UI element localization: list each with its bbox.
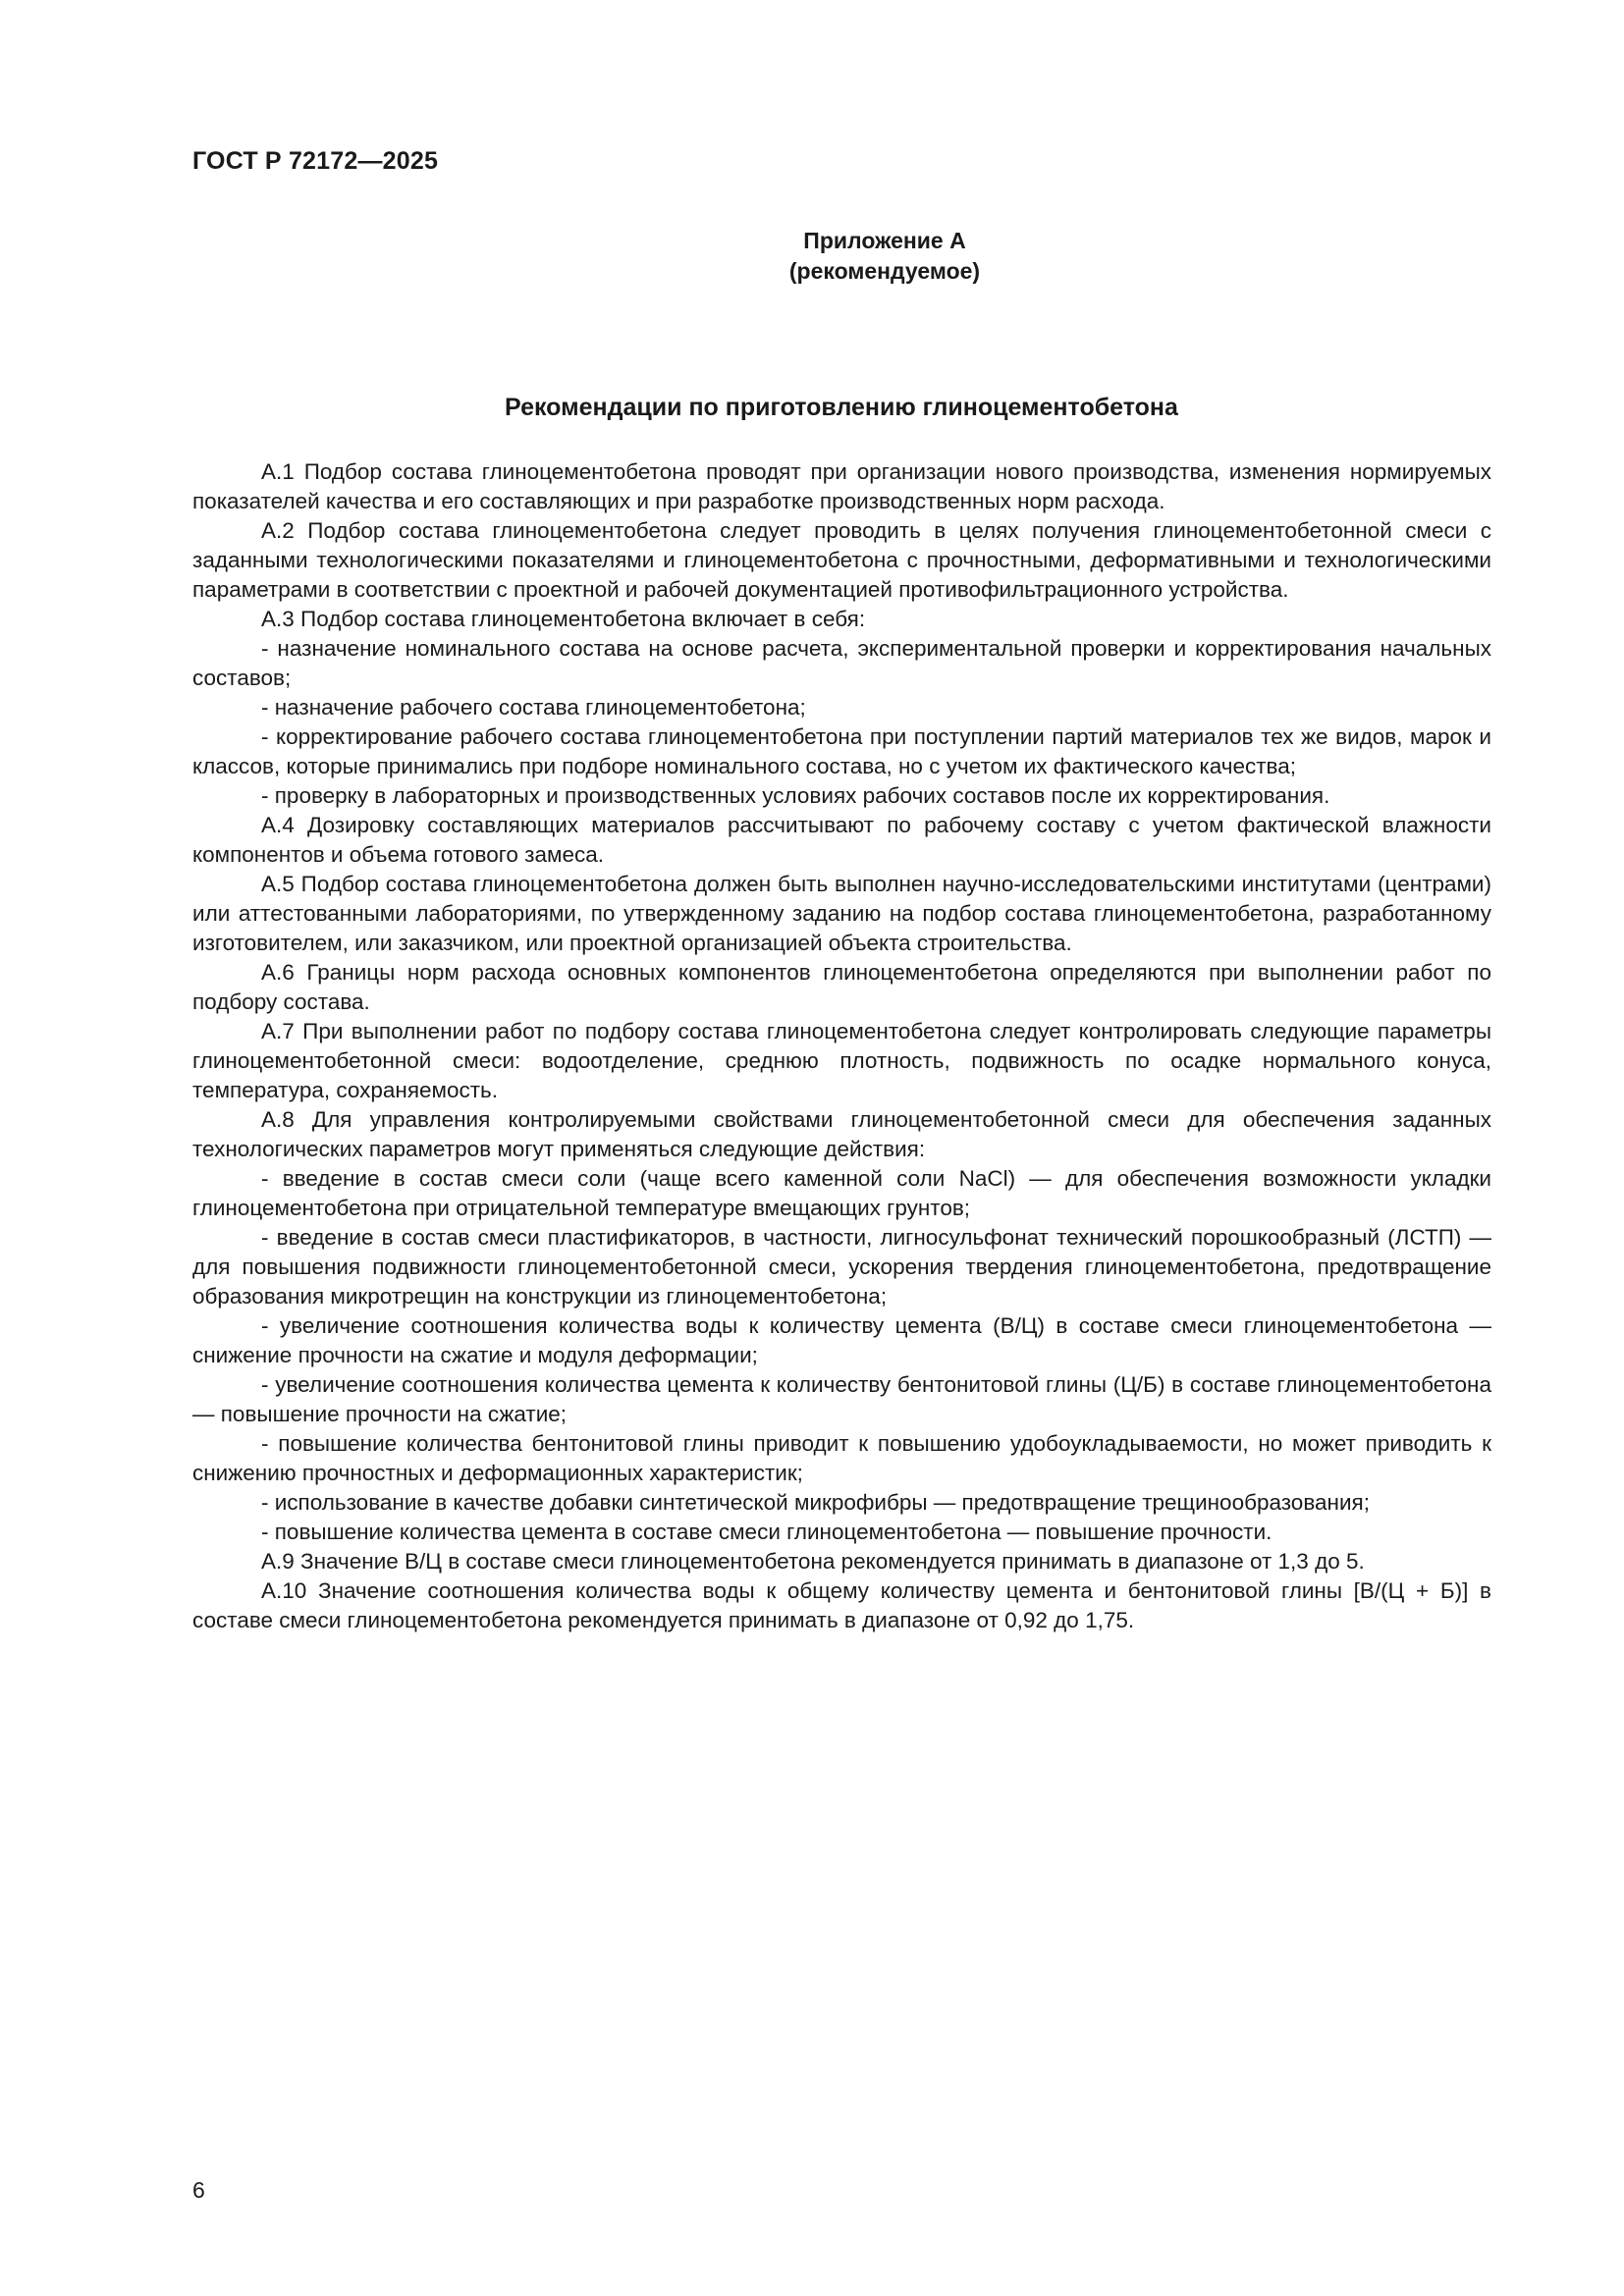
list-item-working-composition: - назначение рабочего состава глиноцементобетона; xyxy=(261,695,806,720)
paragraph-a7: А.7 При выполнении работ по подбору состава глиноцементобетона следует контролировать следующие параметры глиноцементобетонной смеси: водоотделение, среднюю плотность, подвижность по осадке нормального конуса, температура, сохраняемость. xyxy=(192,1019,1491,1102)
paragraph-a1: А.1 Подбор состава глиноцементобетона проводят при организации нового производства, изменения нормируемых показателей качества и его составляющих и при разработке производственных норм расхода. xyxy=(192,459,1491,513)
annex-heading xyxy=(0,226,1624,287)
paragraph-a6: А.6 Границы норм расхода основных компонентов глиноцементобетона определяются при выполнении работ по подбору состава. xyxy=(192,960,1491,1014)
list-item-microfiber: - использование в качестве добавки синтетической микрофибры — предотвращение трещинообразования; xyxy=(261,1490,1370,1515)
paragraph-a4: А.4 Дозировку составляющих материалов рассчитывают по рабочему составу с учетом фактической влажности компонентов и объема готового замеса. xyxy=(192,813,1491,867)
list-item-correction: - корректирование рабочего состава глиноцементобетона при поступлении партий материалов тех же видов, марок и классов, которые принимались при подборе номинального состава, но с учетом их фактического качества; xyxy=(192,724,1491,778)
section-title: Рекомендации по приготовлению глиноцементобетона xyxy=(505,394,1178,421)
paragraph-a10: А.10 Значение соотношения количества воды к общему количеству цемента и бентонитовой глины [В/(Ц + Б)] в составе смеси глиноцементобетона рекомендуется принимать в диапазоне от 0,92 до 1,75. xyxy=(192,1578,1491,1632)
list-item-bentonite: - повышение количества бентонитовой глины приводит к повышению удобоукладываемости, но может приводить к снижению прочностных и деформационных характеристик; xyxy=(192,1431,1491,1485)
body-text xyxy=(192,457,1491,1635)
list-item-verification: - проверку в лабораторных и производственных условиях рабочих составов после их корректирования. xyxy=(261,783,1330,808)
list-item-water-cement-ratio: - увеличение соотношения количества воды к количеству цемента (В/Ц) в составе смеси глиноцементобетона — снижение прочности на сжатие и модуля деформации; xyxy=(192,1313,1491,1367)
paragraph-a5: А.5 Подбор состава глиноцементобетона должен быть выполнен научно-исследовательскими институтами (центрами) или аттестованными лабораториями, по утвержденному заданию на подбор состава глиноцементобетона, разработанному изготовителем, или заказчиком, или проектной организацией объекта строительства. xyxy=(192,872,1491,955)
paragraph-a9: А.9 Значение В/Ц в составе смеси глиноцементобетона рекомендуется принимать в диапазоне от 1,3 до 5. xyxy=(261,1549,1365,1574)
annex-status: (рекомендуемое) xyxy=(788,258,981,284)
list-item-salt: - введение в состав смеси соли (чаще всего каменной соли NaCl) — для обеспечения возможности укладки глиноцементобетона при отрицательной температуре вмещающих грунтов; xyxy=(192,1166,1491,1220)
list-item-plasticizers: - введение в состав смеси пластификаторов, в частности, лигносульфонат технический порошкообразный (ЛСТП) — для повышения подвижности глиноцементобетонной смеси, ускорения твердения глиноцементобетона, предотвращение образования микротрещин на конструкции из глиноцементобетона; xyxy=(192,1225,1491,1308)
list-item-cement-clay-ratio: - увеличение соотношения количества цемента к количеству бентонитовой глины (Ц/Б) в составе глиноцементобетона — повышение прочности на сжатие; xyxy=(192,1372,1491,1426)
paragraph-a3: А.3 Подбор состава глиноцементобетона включает в себя: xyxy=(261,607,866,631)
paragraph-a2: А.2 Подбор состава глиноцементобетона следует проводить в целях получения глиноцементобетонной смеси с заданными технологическими показателями и глиноцементобетона с прочностными, деформативными и технологическими параметрами в соответствии с проектной и рабочей документацией противофильтрационного устройства. xyxy=(192,518,1491,602)
annex-title: Приложение А xyxy=(803,228,966,253)
list-item-nominal-composition: - назначение номинального состава на основе расчета, экспериментальной проверки и корректирования начальных составов; xyxy=(192,636,1491,690)
paragraph-a8: А.8 Для управления контролируемыми свойствами глиноцементобетонной смеси для обеспечения заданных технологических параметров могут применяться следующие действия: xyxy=(192,1107,1491,1161)
page-number: 6 xyxy=(192,2177,205,2203)
list-item-cement-increase: - повышение количества цемента в составе смеси глиноцементобетона — повышение прочности. xyxy=(261,1520,1272,1544)
document-code: ГОСТ Р 72172—2025 xyxy=(192,147,439,175)
